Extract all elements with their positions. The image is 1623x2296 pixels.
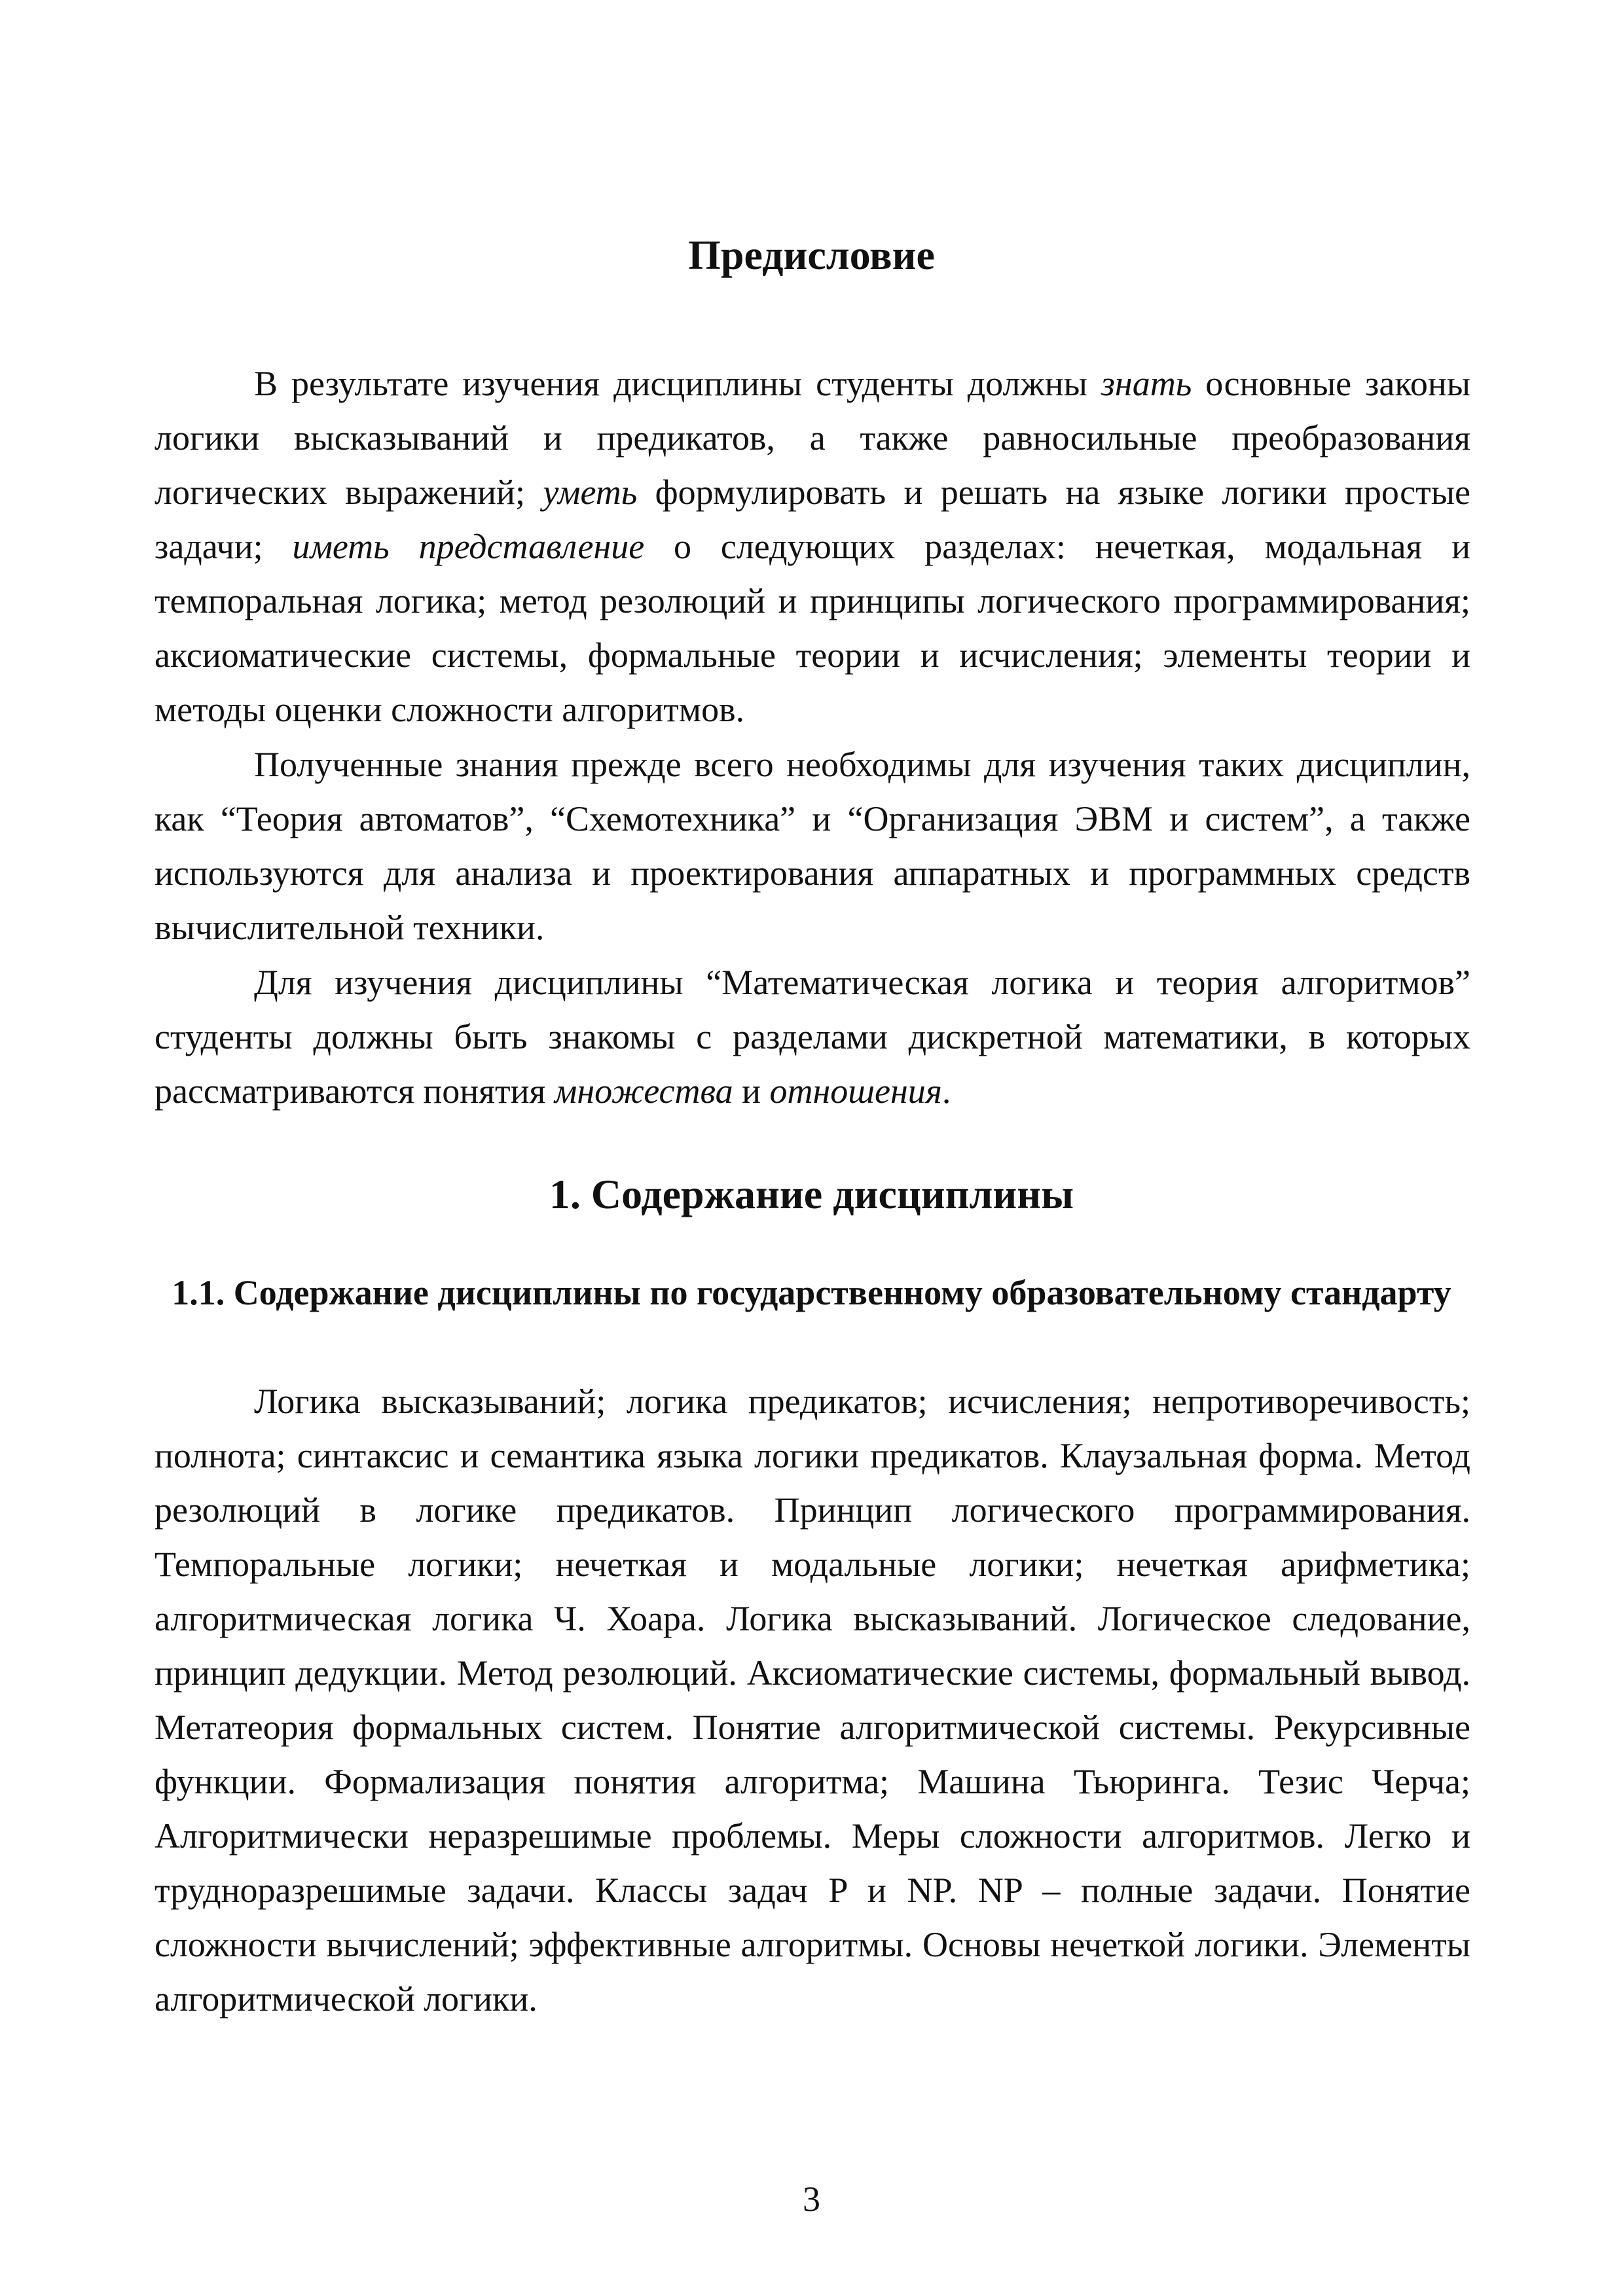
preface-p3-text-1: Для изучения дисциплины “Математическая логика и теория алгоритмов” студенты должны быть знакомы с разделами дискретной математики, в которых рассматриваются понятия [155,963,1470,1111]
preface-p1-emphasis-know: знать [1101,364,1192,403]
subsection-1-1-title: 1.1. Содержание дисциплины по государственному образовательному стандарту [172,1273,1451,1312]
preface-paragraph-3 [155,956,1470,1119]
subsection-1-1-text: Логика высказываний; логика предикатов; исчисления; непротиворечивость; полнота; синтаксис и семантика языка логики предикатов. Клаузальная форма. Метод резолюций в логике предикатов. Принцип логического программирования. Темпоральные логики; нечеткая и модальные логики; нечеткая арифметика; алгоритмическая логика Ч. Хоара. Логика высказываний. Логическое следование, принцип дедукции. Метод резолюций. Аксиоматические системы, формальный вывод. Метатеория формальных систем. Понятие алгоритмической системы. Рекурсивные функции. Формализация понятия алгоритма; Машина Тьюринга. Тезис Черча; Алгоритмически неразрешимые проблемы. Меры сложности алгоритмов. Легко и трудноразрешимые задачи. Классы задач P и NP. NP – полные задачи. Понятие сложности вычислений; эффективные алгоритмы. Основы нечеткой логики. Элементы алгоритмической логики. [155,1382,1470,2018]
preface-p1-text-1: В результате изучения дисциплины студенты должны [254,364,1101,403]
preface-title: Предисловие [688,232,935,278]
preface-p1-text-3: формулировать и решать на языке логики простые задачи; [155,473,1470,566]
preface-p1-emphasis-idea: иметь представление [292,527,645,566]
preface-p3-text-3: . [941,1071,951,1111]
preface-paragraph-1 [155,357,1470,737]
preface-p1-emphasis-able: уметь [543,473,638,512]
preface-p3-emphasis-sets: множества [554,1071,733,1111]
preface-p1-text-2: основные законы логики высказываний и предикатов, а также равносильные преобразования логических выражений; [155,364,1470,512]
preface-paragraph-2: Полученные знания прежде всего необходимы для изучения таких дисциплин, как “Теория автоматов”, “Схемотехника” и “Организация ЭВМ и систем”, а также используются для анализа и проектирования аппаратных и программных средств вычислительной техники. [155,745,1470,947]
preface-p3-text-2: и [733,1071,770,1111]
preface-p1-text-4: о следующих разделах: нечеткая, модальная и темпоральная логика; метод резолюций и принципы логического программирования; аксиоматические системы, формальные теории и исчисления; элементы теории и методы оценки сложности алгоритмов. [155,527,1470,729]
section-1-title: 1. Содержание дисциплины [549,1171,1074,1217]
page-number: 3 [803,2179,820,2219]
preface-p3-emphasis-relations: отношения [769,1071,942,1111]
